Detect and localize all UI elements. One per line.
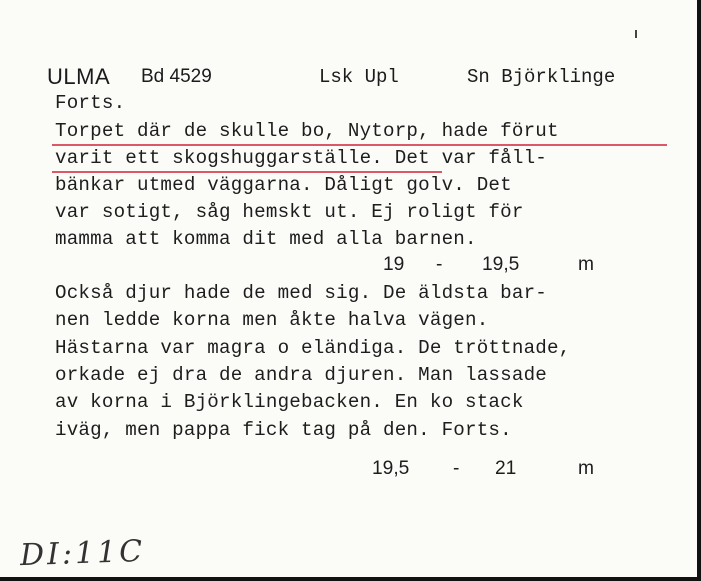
measure-from: 19,5 bbox=[372, 458, 410, 479]
text-line: Hästarna var magra o eländiga. De tröttnade, bbox=[55, 337, 571, 359]
measure-unit: m bbox=[578, 254, 594, 275]
text-line: nen ledde korna men åkte halva vägen. bbox=[55, 309, 489, 331]
faint-bleed-through bbox=[10, 4, 18, 34]
corner-mark bbox=[635, 30, 637, 38]
province: Lsk Upl bbox=[319, 66, 399, 88]
text-line: Torpet där de skulle bo, Nytorp, hade förut bbox=[55, 120, 559, 142]
text-line: orkade ej dra de andra djuren. Man lassade bbox=[55, 364, 548, 386]
text-line: Också djur hade de med sig. De äldsta bar- bbox=[55, 282, 548, 304]
measure-to: 21 bbox=[495, 458, 517, 479]
measure-unit: m bbox=[578, 458, 594, 479]
measure-to: 19,5 bbox=[482, 254, 520, 275]
parish: Sn Björklinge bbox=[467, 66, 616, 88]
measure-dash: - bbox=[436, 254, 443, 275]
archive-name: ULMA bbox=[47, 64, 111, 89]
text-line: iväg, men pappa fick tag på den. Forts. bbox=[55, 419, 512, 441]
text-line: av korna i Björklingebacken. En ko stack bbox=[55, 391, 524, 413]
record-number: Bd 4529 bbox=[141, 66, 212, 87]
measure-dash: - bbox=[453, 458, 460, 479]
text-line: var sotigt, såg hemskt ut. Ej roligt för bbox=[55, 201, 524, 223]
text-line: Forts. bbox=[55, 92, 126, 114]
measure-from: 19 bbox=[383, 254, 405, 275]
text-line: bänkar utmed väggarna. Dåligt golv. Det bbox=[55, 174, 512, 196]
handwritten-code: DI:11C bbox=[19, 533, 146, 574]
text-line: mamma att komma dit med alla barnen. bbox=[55, 228, 477, 250]
text-line: varit ett skogshuggarställe. Det var fåll- bbox=[55, 147, 548, 169]
